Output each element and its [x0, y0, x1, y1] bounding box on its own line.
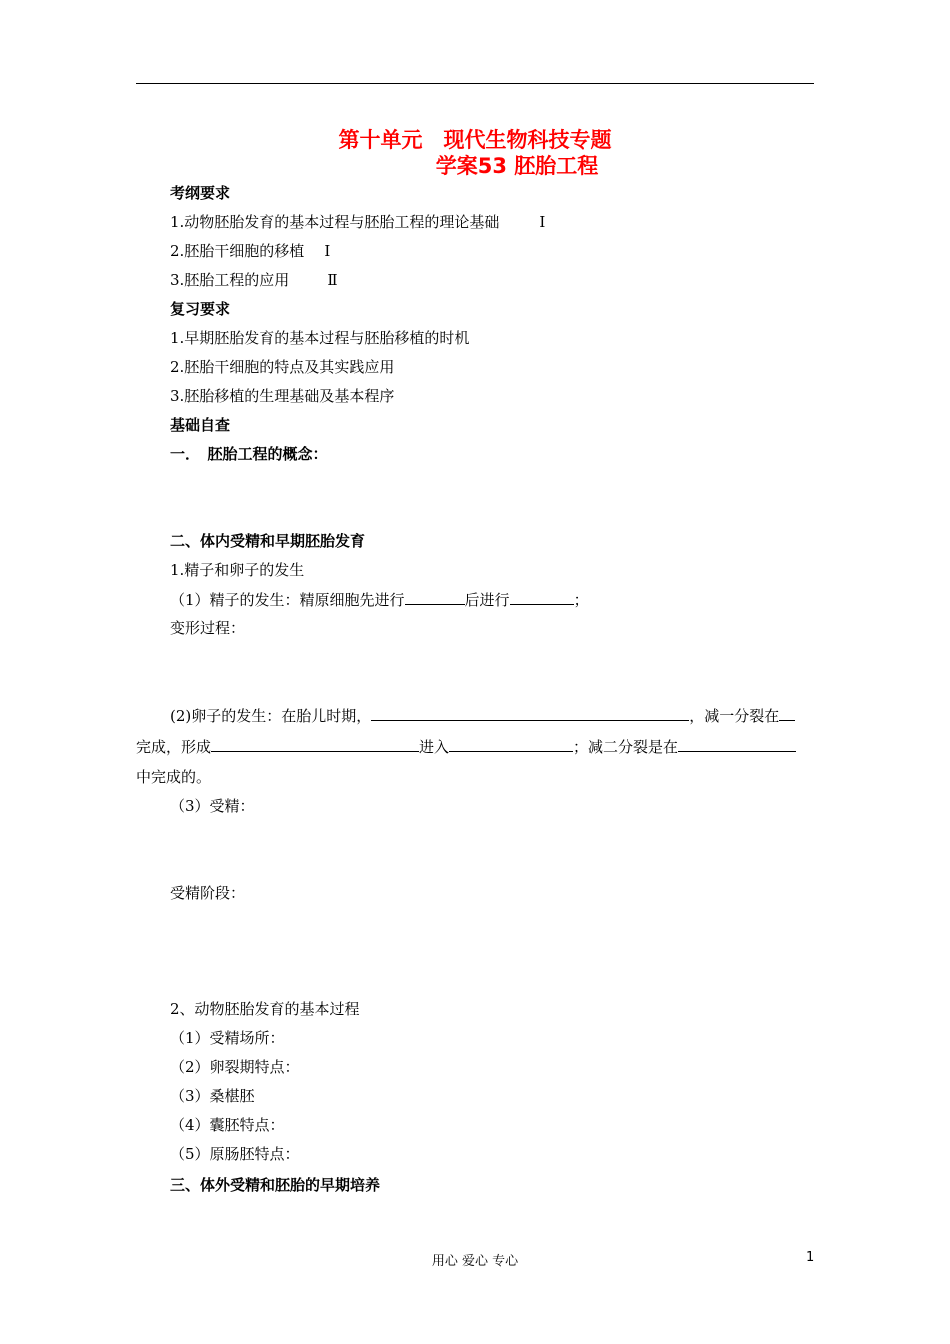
answer-blank[interactable]	[779, 705, 795, 721]
review-item: 1.早期胚胎发育的基本过程与胚胎移植的时机	[170, 329, 470, 347]
section-heading: 三、体外受精和胚胎的早期培养	[170, 1176, 381, 1194]
syllabus-item: 3.胚胎工程的应用 Ⅱ	[170, 271, 338, 289]
subsection-heading: 2、动物胚胎发育的基本过程	[170, 1000, 360, 1018]
footer-text: 用心 爱心 专心	[431, 1254, 519, 1269]
answer-blank[interactable]	[371, 705, 689, 721]
prompt-label: 变形过程：	[170, 619, 246, 637]
level-badge: Ⅱ	[327, 271, 338, 289]
list-item: （5）原肠胚特点：	[170, 1145, 300, 1163]
answer-blank[interactable]	[405, 589, 465, 605]
prompt-label: （3）受精：	[170, 797, 255, 815]
basics-heading: 基础自查	[170, 416, 231, 434]
section-heading: 二、体内受精和早期胚胎发育	[170, 532, 366, 550]
answer-blank[interactable]	[510, 589, 574, 605]
answer-blank[interactable]	[211, 736, 419, 752]
syllabus-item: 1.动物胚胎发育的基本过程与胚胎工程的理论基础 Ⅰ	[170, 213, 546, 231]
list-item: （3）桑椹胚	[170, 1087, 255, 1105]
list-item: （4）囊胚特点：	[170, 1116, 285, 1134]
page-number: 1	[806, 1250, 815, 1265]
list-item: （2）卵裂期特点：	[170, 1058, 300, 1076]
subsection-heading: 1.精子和卵子的发生	[170, 561, 305, 579]
list-item: （1）受精场所：	[170, 1029, 285, 1047]
lesson-title: 学案53 胚胎工程	[435, 154, 599, 178]
fill-in-line: (2)卵子的发生：在胎儿时期， ，减一分裂在	[170, 705, 795, 726]
prompt-label: 受精阶段：	[170, 884, 246, 902]
review-heading: 复习要求	[170, 300, 231, 318]
header-rule	[136, 83, 814, 84]
answer-blank[interactable]	[449, 736, 573, 752]
section-heading: 一． 胚胎工程的概念：	[170, 445, 328, 463]
syllabus-item: 2.胚胎干细胞的移植 Ⅰ	[170, 242, 331, 260]
answer-blank[interactable]	[678, 736, 796, 752]
syllabus-heading: 考纲要求	[170, 184, 231, 202]
review-item: 2.胚胎干细胞的特点及其实践应用	[170, 358, 395, 376]
level-badge: Ⅰ	[539, 213, 546, 231]
fill-in-line: （1）精子的发生：精原细胞先进行 后进行 ；	[170, 591, 589, 609]
fill-in-line: 中完成的。	[136, 768, 212, 786]
review-item: 3.胚胎移植的生理基础及基本程序	[170, 387, 395, 405]
unit-title: 第十单元 现代生物科技专题	[338, 128, 612, 152]
level-badge: Ⅰ	[324, 242, 331, 260]
fill-in-line: 完成，形成 进入 ；减二分裂是在	[136, 736, 796, 757]
